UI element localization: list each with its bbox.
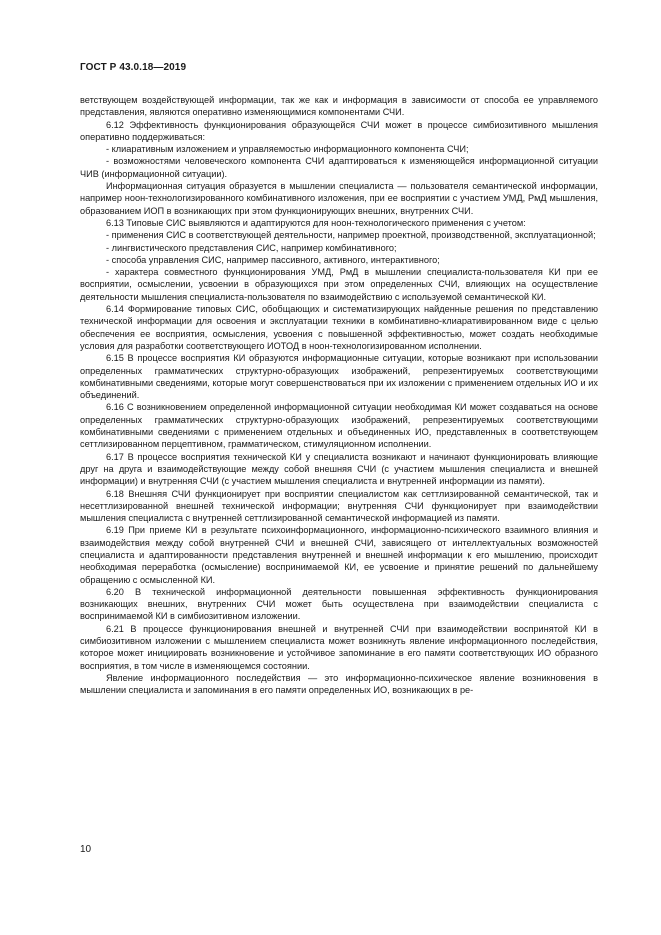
paragraph: 6.12 Эффективность функционирования образующейся СЧИ может в процессе симбиозитивного мышления оперативно поддерживаться: <box>80 119 598 142</box>
list-item: - клиаративным изложением и управляемостью информационного компонента СЧИ; <box>106 144 469 155</box>
list-item: - применения СИС в соответствующей деятельности, например проектной, производственной, эксплуатационной; <box>106 230 596 241</box>
list-item: - характера совместного функционирования УМД, РмД в мышлении специалиста-пользователя КИ при ее восприятии, осмыслении, усвоении в образующихся при этом определенных СЧИ, влияющих на осуществление деятельности мышления специалиста-пользователя по взаимодействию с используемой семантической КИ. <box>80 267 598 302</box>
list-item: - лингвистического представления СИС, например комбинативного; <box>106 242 397 253</box>
paragraph: 6.14 Формирование типовых СИС, обобщающих и систематизирующих найденные решения по представлению технической информации для освоения и эксплуатации техники в комбинативно-клиаративированном виде с целью обеспечения ее восприятия, осмысления, усвоения с повышенной эффективностью, может создать необходимые условия для разработки соответствующего ИОТОД в ноон-технологизированном исполнении. <box>80 304 598 351</box>
paragraph: 6.15 В процессе восприятия КИ образуются информационные ситуации, которые возникают при использовании определенных грамматических структурно-образующих изображений, репрезентируемых соответствующими комбинативными сведениями, которые могут совершенствоваться при их изложении с применением отдельных ИО и их объединений. <box>80 353 598 401</box>
paragraph: ветствующем воздействующей информации, так же как и информация в зависимости от способа ее управляемого представления, являются оперативно изменяющимися компонентами СЧИ. <box>80 95 598 118</box>
paragraph: 6.20 В технической информационной деятельности повышенная эффективность функционирования возникающих внешних, внутренних СЧИ может быть осуществлена при взаимодействии специалиста с воспринимаемой КИ в симбиозитивном изложении. <box>80 586 598 622</box>
list-item: - возможностями человеческого компонента СЧИ адаптироваться к изменяющейся информационной ситуации ЧИВ (информационной ситуации). <box>80 156 598 179</box>
paragraph: Явление информационного последействия — это информационно-психическое явление возникновения в мышлении специалиста и запоминания в его памяти определенных ИО, возникающих в ре- <box>80 672 598 696</box>
paragraph: 6.16 С возникновением определенной информационной ситуации необходимая КИ может создаваться на основе определенных грамматических структурно-образующих изображений, репрезентируемых соответствующими комбинативными сведениями с применением отдельных и объединенных ИО, представленных в соответствующем сеттлизированном перцептивном, грамматическом, стимуляционном исполнении. <box>80 402 598 450</box>
document-body <box>80 94 598 697</box>
paragraph: 6.21 В процессе функционирования внешней и внутренней СЧИ при взаимодействии воспринятой КИ в симбиозитивном изложении с мышлением специалиста может возникнуть явление информационного последействия, которое может инициировать возникновение и устойчивое запоминание в его памяти соответствующих ИО образного восприятия, в том числе в изменяющемся состоянии. <box>80 623 598 671</box>
paragraph: 6.13 Типовые СИС выявляются и адаптируются для ноон-технологического применения с учетом: <box>106 217 526 228</box>
page-number: 10 <box>80 844 92 855</box>
paragraph: Информационная ситуация образуется в мышлении специалиста — пользователя семантической информации, например ноон-технологизированного комбинативного изложения, при ее восприятии с участием УМД, РмД мышления, образованием ИОП в возникающих при этом функционирующих внешних, внутренних СЧИ. <box>80 181 598 216</box>
paragraph: 6.18 Внешняя СЧИ функционирует при восприятии специалистом как сеттлизированной семантической, так и несеттлизированной внешней технической информации; внутренняя СЧИ функционирует при взаимодействии мышления специалиста с внутренней сеттлизированной семантической информацией из памяти. <box>80 488 598 524</box>
paragraph: 6.17 В процессе восприятия технической КИ у специалиста возникают и начинают функционировать влияющие друг на друга и взаимодействующие между собой внешняя СЧИ (с участием мышления специалиста и внешней информации) и внутренняя СЧИ (с участием мышления специалиста и внутренней информации из памяти). <box>80 451 598 487</box>
document-header: ГОСТ Р 43.0.18—2019 <box>80 62 187 73</box>
list-item: - способа управления СИС, например пассивного, активного, интерактивного; <box>106 254 440 265</box>
paragraph: 6.19 При приеме КИ в результате психоинформационного, информационно-психического взаимного влияния и взаимодействия между собой внутренней СЧИ и внешней СЧИ, зависящего от интеллектуальных возможностей специалиста и адаптированности представления внутренней и внешней информации к его мышлению, происходит необходимая переработка (осмысление) воспринимаемой КИ, ее усвоение и принятие решений по дальнейшему обращению с осмысленной КИ. <box>80 525 598 585</box>
